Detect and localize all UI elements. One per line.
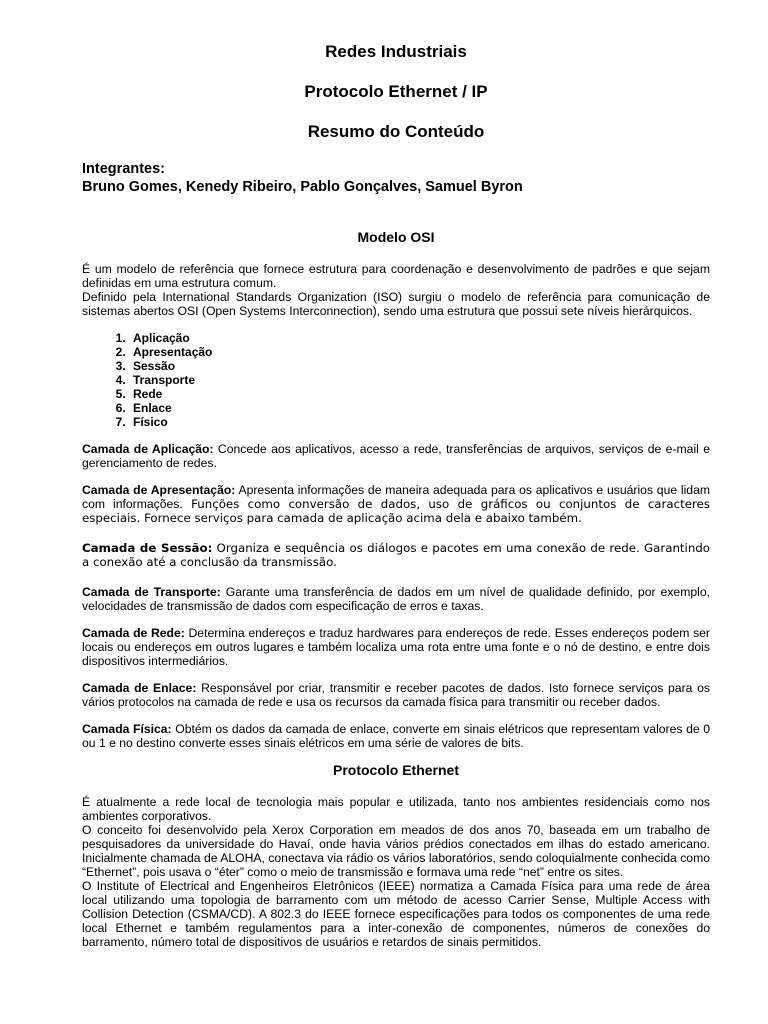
transporte-text: Garante uma transferência de dados em um nível de qualidade definido, por exemplo, velocidades de transmissão de dados com especificação de erros e taxas. (82, 585, 710, 613)
osi-layer-item: 3. Sessão (129, 359, 710, 373)
aplicacao-label: Camada de Aplicação: (82, 442, 214, 456)
osi-layer-item: 2. Apresentação (129, 345, 710, 359)
osi-intro-paragraph-2: Definido pela International Standards Organization (ISO) surgiu o modelo de referência para comunicação de sistemas abertos OSI (Open Systems Interconnection), sendo uma estrutura que possui sete níveis hierárquicos. (82, 290, 710, 318)
osi-section-title: Modelo OSI (357, 229, 435, 245)
ethernet-paragraph-1: É atualmente a rede local de tecnologia mais popular e utilizada, tanto nos ambientes residenciais como nos ambientes corporativos. (82, 795, 710, 823)
document-subtitle: Protocolo Ethernet / IP (304, 82, 488, 101)
rede-text: Determina endereços e traduz hardwares para endereços de rede. Esses endereços podem ser locais ou endereços em outros lugares e também localiza uma rota entre uma fonte e o nó de destino, e entre dois dispositivos intermediários. (82, 626, 710, 668)
apresentacao-text: Apresenta informações de maneira adequada para os aplicativos e usuários que lidam com informações. (82, 483, 711, 511)
members-block (82, 160, 710, 196)
fisica-text: Obtém os dados da camada de enlace, converte em sinais elétricos que representam valores de 0 ou 1 e no destino converte esses sinais elétricos em uma série de valores de bits. (82, 722, 710, 750)
ethernet-paragraph-3: O Institute of Electrical and Engenheiros Eletrônicos (IEEE) normatiza a Camada Física para uma rede de área local utilizando uma topologia de barramento com um método de acesso Carrier Sense, Multiple Access with Collision Detection (CSMA/CD). A 802.3 do IEEE fornece especificações para todos os componentes de uma rede local Ethernet e também regulamentos para a inter-conexão de componentes, números de conexões do barramento, número total de dispositivos de usuários e retardos de sinais permitidos. (82, 879, 710, 949)
apresentacao-paragraph (82, 483, 710, 525)
members-names: Bruno Gomes, Kenedy Ribeiro, Pablo Gonçalves, Samuel Byron (82, 179, 523, 195)
document-title: Redes Industriais (325, 42, 467, 61)
document-body (82, 226, 710, 949)
osi-intro-paragraph-1: É um modelo de referência que fornece estrutura para coordenação e desenvolvimento de padrões e que sejam definidas em uma estrutura comum. (82, 262, 710, 290)
osi-layer-item: 1. Aplicação (129, 331, 710, 345)
rede-label: Camada de Rede: (82, 626, 185, 640)
apresentacao-text-2: Funções como conversão de dados, uso de gráficos ou conjuntos de caracteres especiais. Fornece serviços para camada de aplicação acima dela e abaixo também. (82, 497, 710, 525)
fisica-label: Camada Física: (82, 722, 172, 736)
osi-layer-list (82, 331, 710, 429)
rede-paragraph (82, 626, 710, 668)
enlace-text: Responsável por criar, transmitir e receber pacotes de dados. Isto fornece serviços para os vários protocolos na camada de rede e usa os recursos da camada física para transmitir ou receber dados. (82, 681, 710, 709)
members-label: Integrantes: (82, 161, 165, 177)
osi-layer-item: 4. Transporte (129, 373, 710, 387)
fisica-paragraph (82, 722, 710, 750)
ethernet-section-title: Protocolo Ethernet (332, 762, 459, 778)
enlace-paragraph (82, 681, 710, 709)
enlace-label: Camada de Enlace: (82, 681, 197, 695)
apresentacao-label: Camada de Apresentação: (82, 483, 236, 497)
sessao-text: Organiza e sequência os diálogos e pacotes em uma conexão de rede. Garantindo a conexão até a conclusão da transmissão. (82, 541, 711, 569)
transporte-label: Camada de Transporte: (82, 585, 221, 599)
sessao-label: Camada de Sessão: (82, 541, 213, 555)
aplicacao-paragraph (82, 442, 710, 470)
document-summary-heading: Resumo do Conteúdo (307, 122, 485, 141)
osi-layer-item: 5. Rede (129, 387, 710, 401)
sessao-paragraph (82, 541, 710, 569)
osi-layer-item: 6. Enlace (129, 401, 710, 415)
aplicacao-text: Concede aos aplicativos, acesso a rede, transferências de arquivos, serviços de e-mail e gerenciamento de redes. (82, 442, 711, 470)
ethernet-paragraph-2: O conceito foi desenvolvido pela Xerox Corporation em meados de dos anos 70, baseada em um trabalho de pesquisadores da universidade do Havaí, onde havia vários prédios conectados em ilhas do estado americano. Inicialmente chamada de ALOHA, conectava via rádio os vários laboratórios, sendo coloquialmente conhecida como “Ethernet”, pois usava o “éter” como o meio de transmissão e formava uma rede “net” entre os sites. (82, 823, 711, 879)
transporte-paragraph (82, 585, 710, 613)
osi-layer-item: 7. Físico (129, 415, 710, 429)
